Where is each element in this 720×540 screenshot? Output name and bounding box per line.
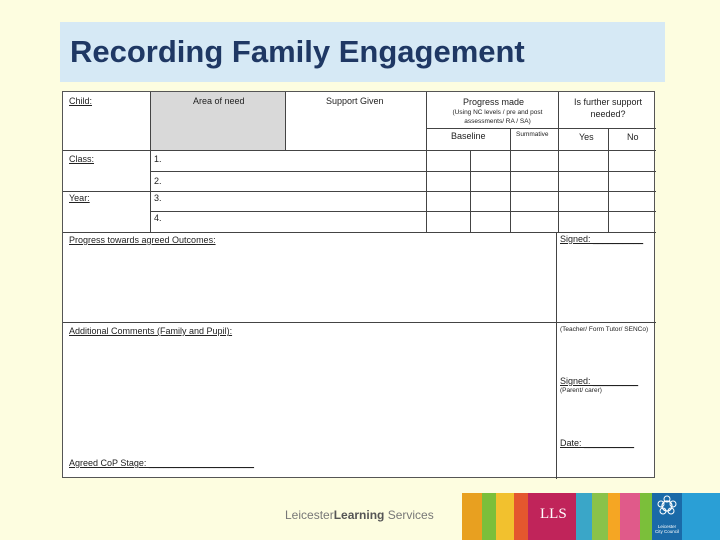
city-council-text: Leicester City Council: [654, 524, 679, 534]
row-4-label: 4.: [154, 213, 162, 223]
footer-learning: Learning: [333, 508, 385, 522]
additional-comments-label: Additional Comments (Family and Pupil):: [69, 326, 233, 336]
class-label: Class:: [69, 154, 95, 164]
page-title: Recording Family Engagement: [70, 34, 525, 69]
summative-header: Summative: [516, 131, 549, 138]
engagement-form: [62, 91, 655, 478]
row-2-label: 2.: [154, 176, 162, 186]
flower-icon: [654, 493, 680, 519]
support-given-header: Support Given: [326, 96, 384, 106]
agreed-cop-label: Agreed CoP Stage: _____________________: [69, 458, 255, 468]
further-support-header: Is further support needed?: [573, 97, 643, 119]
signed-teacher: Signed: __________: [560, 234, 644, 244]
footer-brand: [285, 508, 434, 522]
area-of-need-header: Area of need: [193, 96, 245, 106]
baseline-header: Baseline: [451, 131, 486, 141]
footer-services: Services: [387, 508, 434, 522]
progress-made-header: Progress made: [463, 97, 525, 107]
row-3-label: 3.: [154, 193, 162, 203]
year-label: Year:: [69, 193, 90, 203]
no-header: No: [627, 132, 639, 142]
child-label: Child:: [69, 96, 93, 106]
progress-outcomes-label: Progress towards agreed Outcomes:: [69, 235, 216, 245]
progress-note: (Using NC levels / pre and post assessments/ RA / SA): [452, 109, 543, 125]
city-council-logo: [654, 493, 680, 540]
footer-leicester: Leicester: [285, 508, 334, 522]
yes-header: Yes: [579, 132, 594, 142]
signed-parent: Signed: _________: [560, 376, 639, 386]
date-field: Date: __________: [560, 438, 635, 448]
title-banner: [60, 22, 665, 82]
teacher-note: (Teacher/ Form Tutor/ SENCo): [560, 326, 649, 333]
parent-note: (Parent/ carer): [560, 387, 602, 394]
lls-logo: LLS: [540, 506, 567, 522]
row-1-label: 1.: [154, 154, 162, 164]
